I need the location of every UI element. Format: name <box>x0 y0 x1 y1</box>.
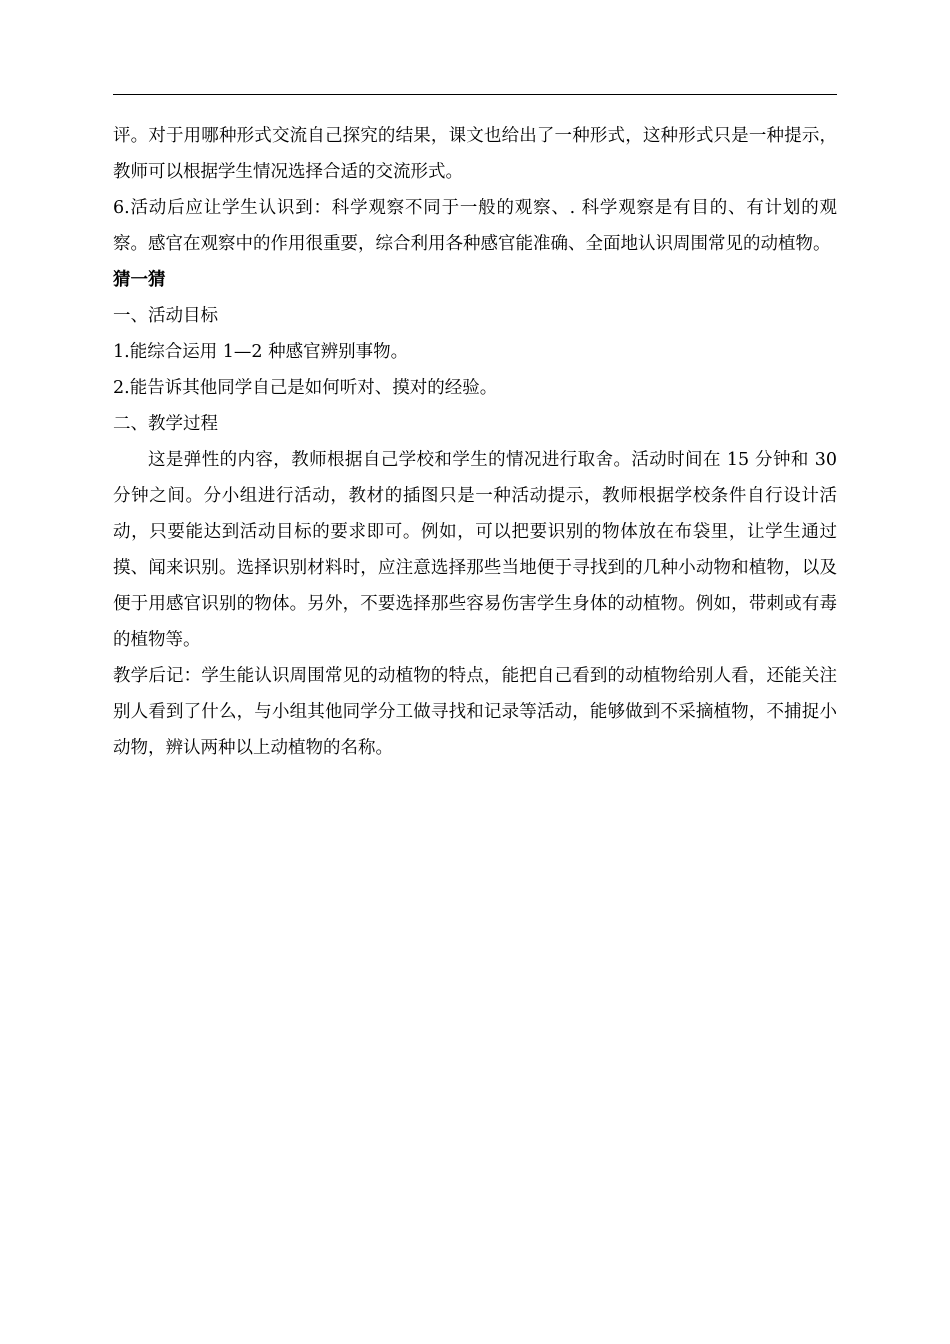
process-paragraph: 这是弹性的内容，教师根据自己学校和学生的情况进行取舍。活动时间在 15 分钟和 30 分钟之间。分小组进行活动，教材的插图只是一种活动提示，教师根据学校条件自行设计活动，只要能达到活动目标的要求即可。例如，可以把要识别的物体放在布袋里，让学生通过摸、闻来识别。选择识别材料时，应注意选择那些当地便于寻找到的几种小动物和植物，以及便于用感官识别的物体。另外，不要选择那些容易伤害学生身体的动植物。例如，带刺或有毒的植物等。 <box>113 450 837 650</box>
section-title: 猜一猜 <box>113 270 166 290</box>
document-body <box>113 118 837 766</box>
paragraph-continuation: 评。对于用哪种形式交流自己探究的结果，课文也给出了一种形式，这种形式只是一种提示，教师可以根据学生情况选择合适的交流形式。 <box>113 126 837 182</box>
paragraph-point-6: 6.活动后应让学生认识到：科学观察不同于一般的观察、. 科学观察是有目的、有计划的观察。感官在观察中的作用很重要，综合利用各种感官能准确、全面地认识周围常见的动植物。 <box>113 198 837 254</box>
subheading-objectives: 一、活动目标 <box>113 306 218 326</box>
teaching-notes: 教学后记：学生能认识周围常见的动植物的特点，能把自己看到的动植物给别人看，还能关注别人看到了什么，与小组其他同学分工做寻找和记录等活动，能够做到不采摘植物，不捕捉小动物，辨认两种以上动植物的名称。 <box>113 666 837 758</box>
subheading-process: 二、教学过程 <box>113 414 218 434</box>
header-rule <box>113 94 837 95</box>
objective-2: 2.能告诉其他同学自己是如何听对、摸对的经验。 <box>113 378 498 398</box>
objective-1: 1.能综合运用 1—2 种感官辨别事物。 <box>113 342 409 362</box>
